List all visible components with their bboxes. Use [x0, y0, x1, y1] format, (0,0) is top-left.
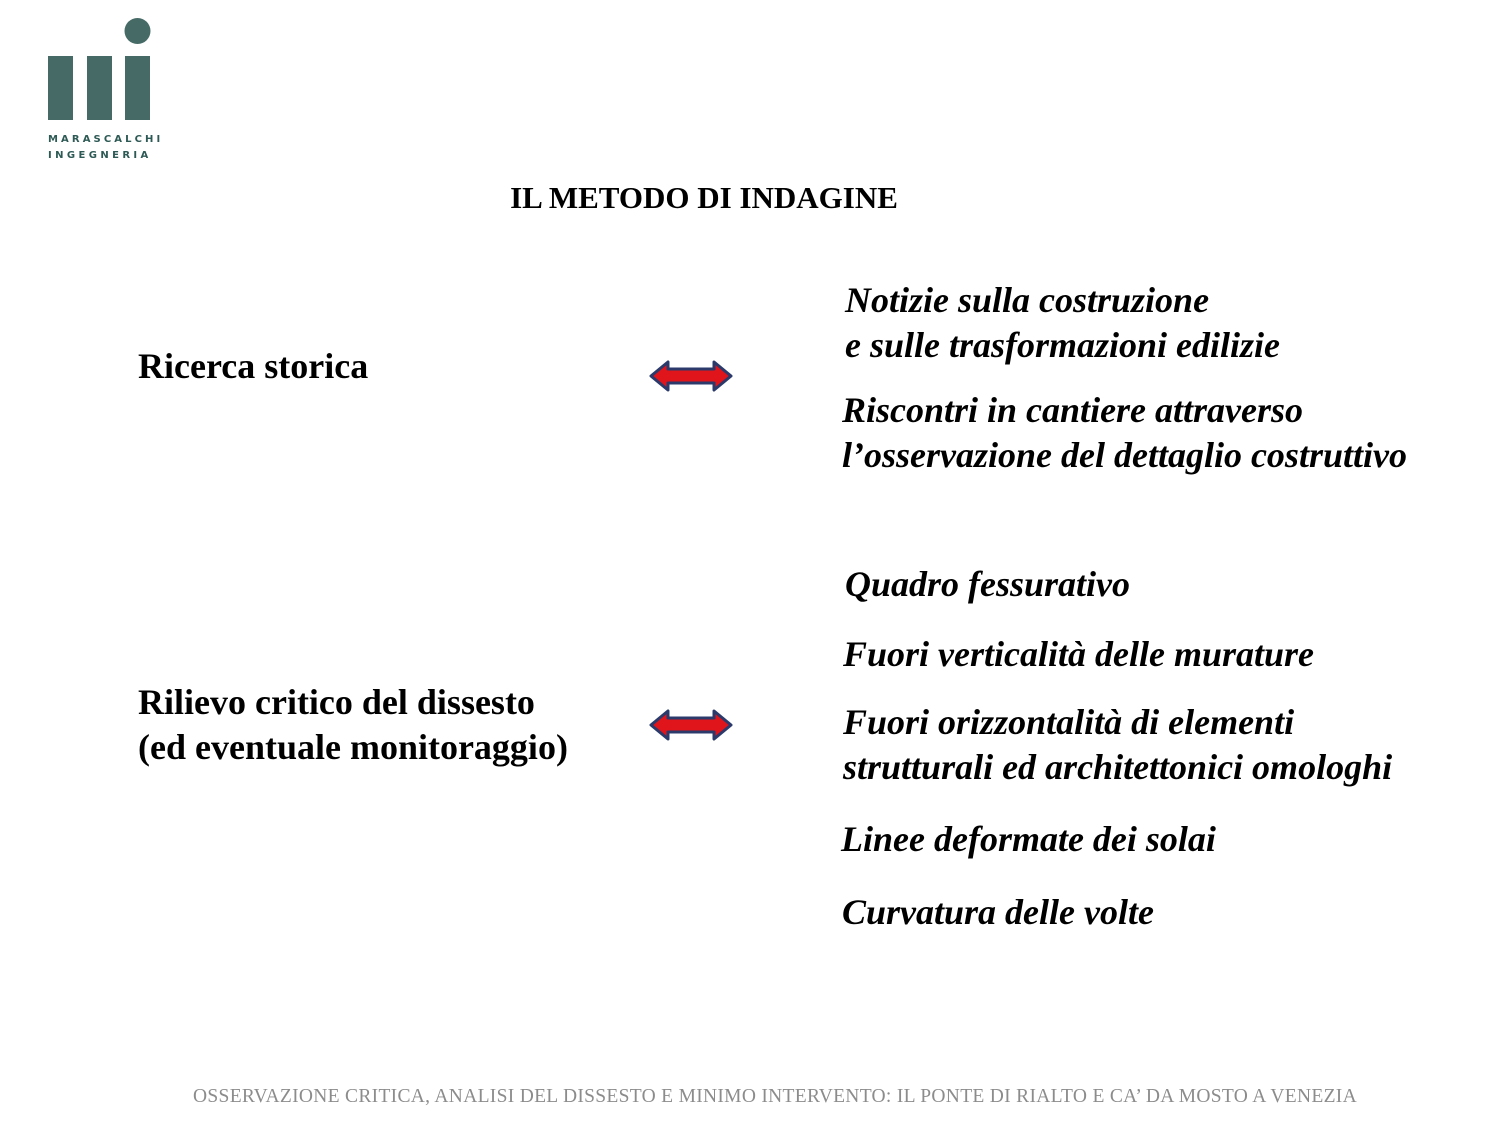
- section-label-historical-research: [138, 344, 368, 389]
- list-item: [843, 632, 1314, 677]
- double-arrow-icon: [649, 708, 733, 742]
- list-item-line: strutturali ed architettonici omologhi: [843, 747, 1393, 787]
- section-label-line: (ed eventuale monitoraggio): [138, 727, 568, 767]
- company-logo: [47, 18, 164, 168]
- list-item: [842, 890, 1154, 935]
- list-item-line: Riscontri in cantiere attraverso: [842, 390, 1304, 430]
- list-item-line: l’osservazione del dettaglio costruttivo: [842, 435, 1407, 475]
- double-arrow-icon: [649, 359, 733, 393]
- list-item-line: Notizie sulla costruzione: [845, 280, 1210, 320]
- list-item: [843, 700, 1392, 790]
- list-item: [841, 817, 1216, 862]
- section-label-line: Ricerca storica: [138, 346, 369, 386]
- list-item-line: e sulle trasformazioni edilizie: [845, 325, 1281, 365]
- list-item-line: Fuori orizzontalità di elementi: [843, 702, 1295, 742]
- list-item-line: Quadro fessurativo: [845, 564, 1131, 604]
- list-item-line: Curvatura delle volte: [842, 892, 1154, 932]
- section-label-line: Rilievo critico del dissesto: [138, 682, 535, 722]
- section-label-damage-survey: [138, 680, 568, 770]
- list-item-line: Linee deformate dei solai: [841, 819, 1216, 859]
- logo-text-line2: INGEGNERIA: [48, 150, 152, 161]
- list-item: [842, 388, 1407, 478]
- footer-caption: OSSERVAZIONE CRITICA, ANALISI DEL DISSESTO E MINIMO INTERVENTO: IL PONTE DI RIALTO E CA’ DA MOSTO A VENEZIA: [193, 1086, 1357, 1107]
- slide-title: IL METODO DI INDAGINE: [510, 180, 898, 215]
- list-item: [845, 278, 1280, 368]
- logo-mark-icon: [47, 18, 157, 128]
- logo-text-line1: MARASCALCHI: [48, 134, 164, 145]
- list-item: [845, 562, 1130, 607]
- list-item-line: Fuori verticalità delle murature: [843, 634, 1315, 674]
